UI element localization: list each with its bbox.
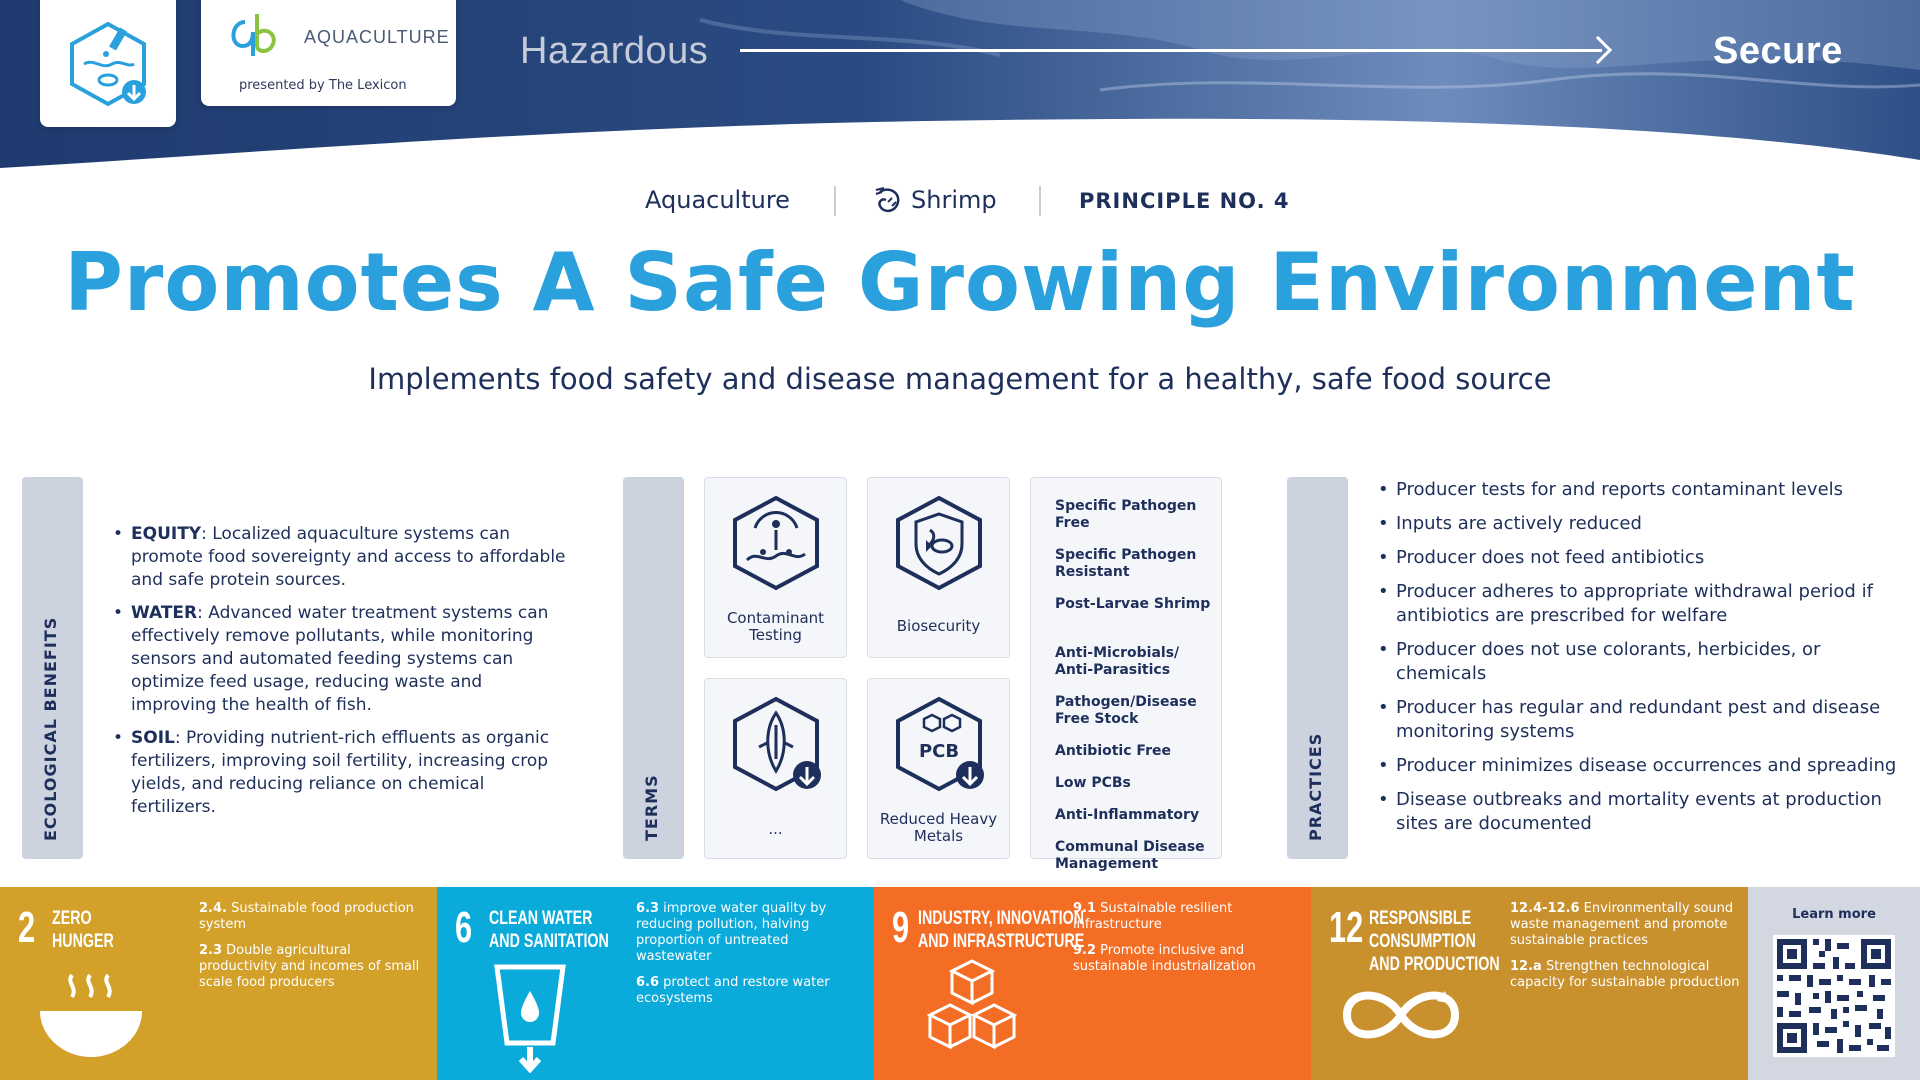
sdg-number: 9: [892, 903, 910, 952]
sector-label: Aquaculture: [645, 186, 790, 214]
list-item: [113, 602, 573, 717]
list-item: Communal Disease Management: [1055, 839, 1205, 872]
divider: [1039, 186, 1041, 216]
learn-more-label: Learn more: [1792, 907, 1876, 922]
qr-code-icon[interactable]: [1773, 935, 1895, 1057]
list-item: • Producer adheres to appropriate withdrawal period if antibiotics are prescribed for welfare: [1376, 580, 1916, 628]
species-label: Shrimp: [911, 186, 997, 214]
food-bowl-icon: [38, 967, 144, 1067]
list-item: Pathogen/Disease Free Stock: [1055, 694, 1197, 727]
list-item: [113, 523, 573, 592]
list-item: • Producer tests for and reports contaminant levels: [1376, 478, 1916, 502]
brand-logo-tile[interactable]: [201, 0, 456, 106]
shrimp-icon: [874, 186, 902, 216]
scale-left-label: Hazardous: [520, 30, 709, 72]
page-title: Promotes A Safe Growing Environment: [64, 236, 1856, 329]
benefit-label: SOIL: [131, 728, 175, 748]
sdg-targets: [199, 901, 431, 1001]
list-item: Anti-Inflammatory: [1055, 807, 1200, 823]
list-item: • Producer minimizes disease occurrences and spreading: [1376, 754, 1916, 778]
term-label: Reduced Heavy Metals: [879, 810, 998, 845]
list-item: • Producer has regular and redundant pest and disease monitoring systems: [1376, 696, 1916, 744]
ecological-benefits-tab-label: ECOLOGICAL BENEFITS: [41, 616, 60, 841]
term-card-biosecurity[interactable]: [867, 477, 1010, 658]
ecological-benefits-list: [113, 523, 573, 829]
sdg-target: 9.1 Sustainable resilient infrastructure: [1073, 901, 1233, 932]
benefit-text: : Advanced water treatment systems can effectively remove pollutants, while monitoring sensors and automated feeding systems can optimize feed usage, reducing waste and improving the health of fish.: [131, 603, 549, 715]
terms-tab: [623, 477, 684, 859]
list-item: [113, 727, 573, 819]
sdg-card-clean-water[interactable]: [437, 887, 874, 1080]
header-banner: [0, 0, 1920, 170]
list-item: Specific Pathogen Resistant: [1055, 547, 1197, 580]
sdg-number: 12: [1329, 903, 1364, 952]
sdg-name: INDUSTRY, INNOVATION AND INFRASTRUCTURE: [918, 908, 1085, 952]
water-glass-icon: [493, 963, 567, 1073]
contaminant-testing-icon: [727, 494, 825, 592]
term-label: Contaminant Testing: [726, 609, 825, 644]
scale-arrow-line: [740, 49, 1602, 52]
benefit-label: EQUITY: [131, 524, 202, 544]
list-item: • Disease outbreaks and mortality events at production sites are documented: [1376, 788, 1916, 836]
practices-tab: [1287, 477, 1348, 859]
ecological-benefits-tab: [22, 477, 83, 859]
sdg-number: 6: [455, 903, 473, 952]
benefit-text: : Providing nutrient-rich effluents as organic fertilizers, improving soil fertility, increasing crop yields, and reducing reliance on chemical fertilizers.: [131, 728, 550, 817]
sdg-target: 9.2 Promote inclusive and sustainable industrialization: [1073, 943, 1256, 974]
brand-name: AQUACULTURE: [304, 27, 450, 47]
practices-list: [1376, 478, 1916, 846]
sdg-targets: [1510, 901, 1742, 1001]
page-subtitle: Implements food safety and disease management for a healthy, safe food source: [368, 362, 1552, 396]
list-item: • Inputs are actively reduced: [1376, 512, 1916, 536]
list-item: Anti-Microbials/ Anti-Parasitics: [1055, 645, 1180, 678]
learn-more-panel[interactable]: [1748, 887, 1920, 1080]
practices-tab-label: PRACTICES: [1306, 732, 1325, 841]
list-item: • Producer does not feed antibiotics: [1376, 546, 1916, 570]
sdg-target: 2.3 Double agricultural productivity and incomes of small scale food producers: [199, 943, 420, 990]
list-item: Antibiotic Free: [1055, 743, 1171, 759]
sdg-name: ZERO HUNGER: [52, 908, 114, 952]
term-label: Biosecurity: [896, 617, 981, 635]
sdg-number: 2: [18, 903, 36, 952]
benefit-label: WATER: [131, 603, 198, 623]
term-label: ...: [768, 820, 783, 838]
app-logo-tile[interactable]: [40, 0, 176, 127]
term-card-antibiotic-reduced[interactable]: [704, 678, 847, 859]
sdg-target: 6.6 protect and restore water ecosystems: [636, 975, 830, 1006]
pcb-icon-text: PCB: [918, 741, 960, 762]
list-item: Low PCBs: [1055, 775, 1131, 791]
antibiotic-reduced-icon: [727, 695, 825, 793]
term-card-contaminant-testing[interactable]: [704, 477, 847, 658]
sdg-card-zero-hunger[interactable]: [0, 887, 437, 1080]
brand-subtitle: presented by The Lexicon: [239, 78, 407, 93]
scale-right-label: Secure: [1713, 30, 1843, 72]
divider: [834, 186, 836, 216]
sdg-name: CLEAN WATER AND SANITATION: [489, 908, 609, 952]
benefit-text: : Localized aquaculture systems can promote food sovereignty and access to affordable and safe protein sources.: [131, 524, 566, 590]
sdg-card-responsible-consumption[interactable]: [1311, 887, 1748, 1080]
sdg-target: 12.a Strengthen technological capacity for sustainable production: [1510, 959, 1740, 990]
cubes-icon: [922, 957, 1022, 1063]
sdg-targets: [636, 901, 868, 1017]
pcb-reduced-icon: [890, 695, 988, 793]
list-item: Specific Pathogen Free: [1055, 498, 1197, 531]
sdg-targets: [1073, 901, 1305, 985]
sdg-target: 12.4-12.6 Environmentally sound waste management and promote sustainable practices: [1510, 901, 1734, 948]
meta-row: [0, 186, 1920, 216]
sdg-target: 6.3 improve water quality by reducing pollution, halving proportion of untreated wastewater: [636, 901, 827, 964]
terms-tab-label: TERMS: [642, 774, 661, 841]
list-item: Post-Larvae Shrimp: [1055, 596, 1211, 612]
terms-list: [1030, 477, 1222, 872]
principle-label: PRINCIPLE NO. 4: [1079, 189, 1290, 213]
infinity-loop-icon: [1341, 983, 1461, 1047]
aquaculture-logo-icon: [62, 18, 154, 110]
sdg-target: 2.4. Sustainable food production system: [199, 901, 414, 932]
ab-logo-icon: [221, 10, 281, 70]
sdg-name: RESPONSIBLE CONSUMPTION AND PRODUCTION: [1369, 908, 1500, 975]
biosecurity-icon: [890, 494, 988, 592]
sdg-card-industry-innovation[interactable]: [874, 887, 1311, 1080]
term-card-reduced-heavy-metals[interactable]: [867, 678, 1010, 859]
list-item: • Producer does not use colorants, herbicides, or chemicals: [1376, 638, 1916, 686]
